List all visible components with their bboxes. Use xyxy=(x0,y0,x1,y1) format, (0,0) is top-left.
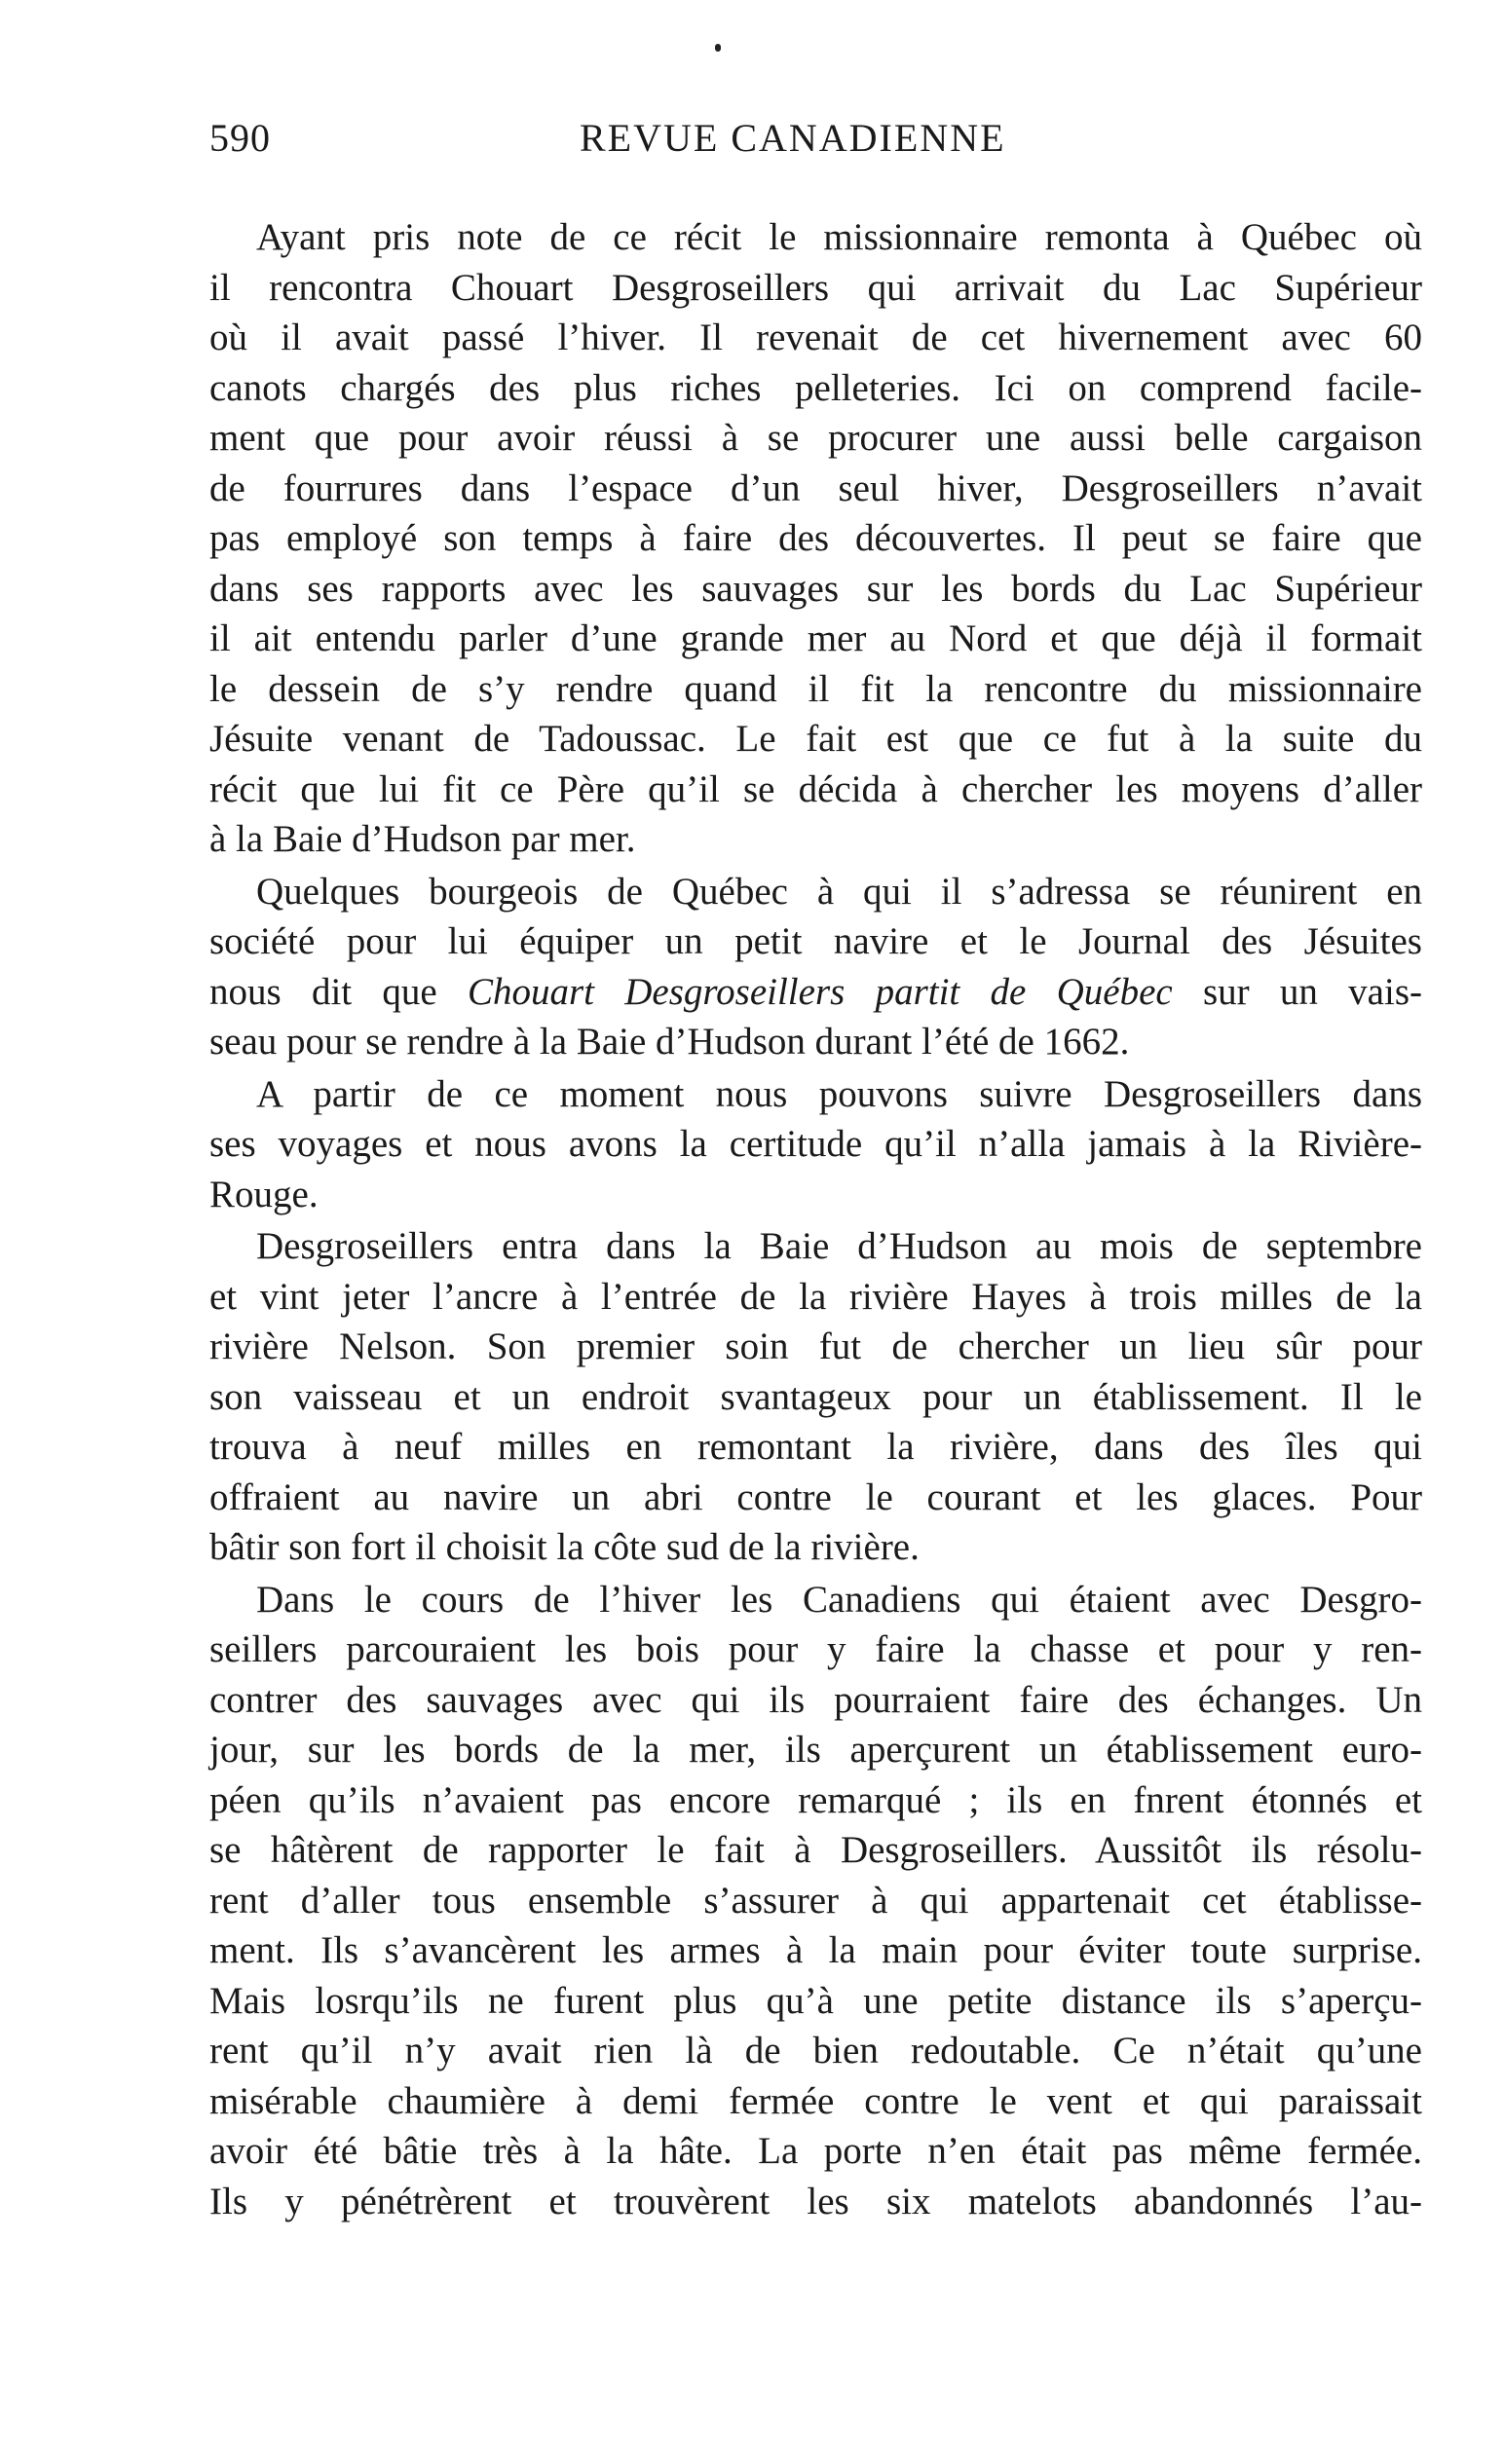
running-head: REVUE CANADIENNE xyxy=(580,116,1006,160)
text-line: seau pour se rendre à la Baie d’Hudson durant l’été de 1662. xyxy=(209,1021,1130,1063)
italic-quote: Chouart Desgroseillers partit de Québec xyxy=(467,970,1173,1013)
page-number: 590 xyxy=(209,116,271,160)
text-line: société pour lui équiper un petit navire et le Journal des Jésuites xyxy=(209,920,1422,962)
text-line: Ayant pris note de ce récit le missionnaire remonta à Québec où xyxy=(256,216,1422,258)
text-line: récit que lui fit ce Père qu’il se décida à chercher les moyens d’aller xyxy=(209,767,1422,810)
text-line: Rouge. xyxy=(209,1173,319,1215)
page-header xyxy=(209,115,1417,183)
text-line: rivière Nelson. Son premier soin fut de chercher un lieu sûr pour xyxy=(209,1325,1422,1367)
text-line: il ait entendu parler d’une grande mer au Nord et que déjà il formait xyxy=(209,617,1422,659)
text-line: de fourrures dans l’espace d’un seul hiver, Desgroseillers n’avait xyxy=(209,467,1422,509)
paragraph-1 xyxy=(209,212,1422,865)
text-line: péen qu’ils n’avaient pas encore remarqué ; ils en fnrent étonnés et xyxy=(209,1778,1422,1821)
text-line: misérable chaumière à demi fermée contre le vent et qui paraissait xyxy=(209,2079,1422,2122)
text-line: Dans le cours de l’hiver les Canadiens qui étaient avec Desgro- xyxy=(256,1578,1422,1621)
text-line: seillers parcouraient les bois pour y faire la chasse et pour y ren- xyxy=(209,1628,1422,1670)
text-line: jour, sur les bords de la mer, ils aperçurent un établissement euro- xyxy=(209,1729,1422,1771)
text-line: et vint jeter l’ancre à l’entrée de la rivière Hayes à trois milles de la xyxy=(209,1275,1422,1318)
text-line: Quelques bourgeois de Québec à qui il s’adressa se réunirent en xyxy=(256,870,1422,913)
text-line: où il avait passé l’hiver. Il revenait de cet hivernement avec 60 xyxy=(209,317,1422,358)
text-line: le dessein de s’y rendre quand il fit la rencontre du missionnaire xyxy=(209,667,1422,710)
text-segment: nous dit que xyxy=(209,970,468,1013)
text-line: il rencontra Chouart Desgroseillers qui arrivait du Lac Supérieur xyxy=(209,266,1422,309)
paragraph-2 xyxy=(209,867,1422,1067)
text-line: ment que pour avoir réussi à se procurer une aussi belle cargaison xyxy=(209,417,1422,459)
text-line: se hâtèrent de rapporter le fait à Desgroseillers. Aussitôt ils résolu- xyxy=(209,1829,1422,1871)
text-line: rent d’aller tous ensemble s’assurer à qui appartenait cet établisse- xyxy=(209,1879,1422,1922)
text-line: son vaisseau et un endroit svantageux pour un établissement. Il le xyxy=(209,1375,1422,1418)
text-segment: sur un vais- xyxy=(1172,970,1422,1013)
text-line: dans ses rapports avec les sauvages sur les bords du Lac Supérieur xyxy=(209,567,1422,610)
text-line: rent qu’il n’y avait rien là de bien redoutable. Ce n’était qu’une xyxy=(209,2030,1422,2072)
text-line: bâtir son fort il choisit la côte sud de la rivière. xyxy=(209,1526,920,1568)
print-speck xyxy=(715,44,721,52)
text-line: pas employé son temps à faire des découvertes. Il peut se faire que xyxy=(209,517,1422,559)
text-line: Mais losrqu’ils ne furent plus qu’à une petite distance ils s’aperçu- xyxy=(209,1979,1422,2022)
text-line: Jésuite venant de Tadoussac. Le fait est que ce fut à la suite du xyxy=(209,718,1422,760)
text-line: ses voyages et nous avons la certitude qu’il n’alla jamais à la Rivière- xyxy=(209,1123,1422,1165)
text-line: canots chargés des plus riches pelleteries. Ici on comprend facile- xyxy=(209,366,1422,409)
text-line: à la Baie d’Hudson par mer. xyxy=(209,818,636,860)
paragraph-4 xyxy=(209,1221,1422,1573)
text-line: avoir été bâtie très à la hâte. La porte n’en était pas même fermée. xyxy=(209,2130,1422,2172)
text-line: Ils y pénétrèrent et trouvèrent les six matelots abandonnés l’au- xyxy=(209,2180,1422,2222)
text-line: trouva à neuf milles en remontant la rivière, dans des îles qui xyxy=(209,1426,1422,1468)
text-line: contrer des sauvages avec qui ils pourraient faire des échanges. Un xyxy=(209,1678,1422,1721)
body-text xyxy=(209,212,1422,2228)
paragraph-3 xyxy=(209,1069,1422,1220)
text-line-mixed xyxy=(209,967,1422,1018)
text-line: ment. Ils s’avancèrent les armes à la main pour éviter toute surprise. xyxy=(209,1929,1422,1971)
text-line: A partir de ce moment nous pouvons suivre Desgroseillers dans xyxy=(256,1072,1422,1115)
paragraph-5 xyxy=(209,1575,1422,2227)
text-line: Desgroseillers entra dans la Baie d’Hudson au mois de septembre xyxy=(256,1225,1422,1267)
text-line: offraient au navire un abri contre le courant et les glaces. Pour xyxy=(209,1475,1422,1518)
